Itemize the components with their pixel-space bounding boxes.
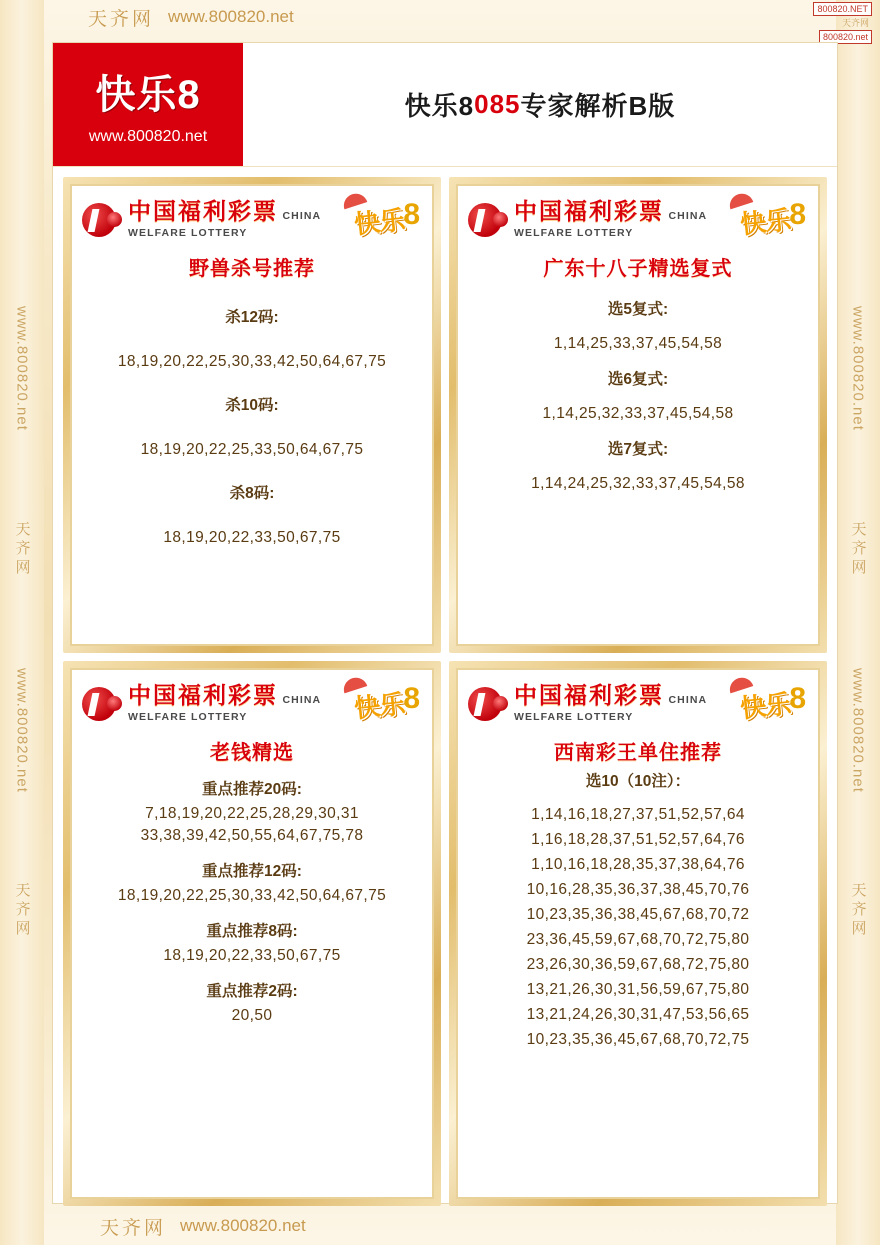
group-2-3 — [531, 437, 745, 493]
bet-row: 1,14,16,18,27,37,51,52,57,64 — [531, 806, 745, 823]
group-label: 选7复式: — [607, 441, 669, 458]
group-numbers: 1,14,25,33,37,45,54,58 — [553, 335, 723, 352]
brand-name-en: CHINA WELFARE LOTTERY — [514, 694, 707, 723]
top-site-name: 天齐网 — [88, 8, 155, 30]
group-label: 选5复式: — [607, 301, 669, 318]
badge-site-red: 800820.net — [819, 30, 872, 44]
brand-name-en: CHINA WELFARE LOTTERY — [514, 210, 707, 239]
group-numbers: 20,50 — [231, 1007, 273, 1024]
panel-4-rows — [527, 799, 750, 1056]
group-2-1 — [554, 297, 722, 353]
kuaile8-icon-number: 8 — [403, 682, 420, 715]
watermark-url-right-top: www.800820.net — [849, 305, 867, 431]
top-watermark-bar — [0, 0, 880, 42]
brand-row — [468, 678, 808, 730]
group-label: 重点推荐12码: — [202, 863, 302, 880]
brand-name-cn: 中国福利彩票 — [514, 682, 664, 709]
bottom-watermark-bar — [0, 1211, 880, 1241]
watermark-url-left-bottom: www.800820.net — [13, 667, 31, 793]
group-label: 杀12码: — [225, 309, 279, 326]
china-welfare-lottery-icon — [82, 200, 122, 240]
group-label: 杀8码: — [229, 485, 275, 502]
china-welfare-lottery-icon — [468, 200, 508, 240]
bet-row: 1,16,18,28,37,51,52,57,64,76 — [531, 831, 745, 848]
group-label: 重点推荐20码: — [202, 781, 302, 798]
panel-title-4: 西南彩王单住推荐 — [554, 742, 722, 764]
watermark-url-left-top: www.800820.net — [13, 305, 31, 431]
group-3-4 — [206, 969, 297, 1029]
group-numbers: 18,19,20,22,33,50,67,75 — [163, 529, 341, 546]
poster-sheet — [52, 42, 838, 1204]
brand-name-cn: 中国福利彩票 — [128, 682, 278, 709]
kl8-logo-box — [53, 43, 243, 166]
bet-row: 1,10,16,18,28,35,37,38,64,76 — [531, 856, 745, 873]
bet-row: 10,23,35,36,38,45,67,68,70,72 — [526, 906, 750, 923]
brand-row — [82, 194, 422, 246]
group-numbers: 18,19,20,22,33,50,67,75 — [163, 947, 341, 964]
kuaile8-icon-number: 8 — [403, 198, 420, 231]
panel-4-subtitle: 选10（10注）： — [585, 773, 691, 790]
kuaile8-icon-label: 快乐 — [738, 687, 792, 724]
watermark-cn-right-bottom: 天齐网 — [849, 882, 867, 940]
logo-title: 快乐8 — [95, 73, 201, 117]
panel-title-1: 野兽杀号推荐 — [189, 258, 315, 280]
china-welfare-lottery-icon — [468, 684, 508, 724]
page-title-issue: 085 — [474, 89, 521, 119]
kuaile8-icon — [336, 196, 422, 244]
logo-url: www.800820.net — [88, 128, 208, 145]
panel-laoqian-selection — [63, 661, 441, 1206]
watermark-cn-left-bottom: 天齐网 — [13, 882, 31, 940]
group-1-3 — [163, 481, 340, 547]
group-numbers: 18,19,20,22,25,30,33,42,50,64,67,75 — [117, 353, 387, 370]
panel-wild-beast-kill — [63, 177, 441, 653]
watermark-cn-right-mid: 天齐网 — [849, 520, 867, 578]
bet-row: 10,23,35,36,45,67,68,70,72,75 — [526, 1031, 750, 1048]
top-site-url: www.800820.net — [168, 7, 294, 26]
group-1-1 — [118, 305, 386, 371]
bet-row: 23,36,45,59,67,68,70,72,75,80 — [526, 931, 750, 948]
china-welfare-lottery-icon — [82, 684, 122, 724]
badge-site-boxed: 800820.NET — [813, 2, 872, 16]
brand-row — [82, 678, 422, 730]
panel-title-2: 广东十八子精选复式 — [543, 258, 733, 280]
group-numbers: 18,19,20,22,25,30,33,42,50,64,67,75 — [117, 887, 387, 904]
kuaile8-icon-number: 8 — [789, 682, 806, 715]
kuaile8-icon-label: 快乐 — [352, 687, 406, 724]
kuaile8-icon-number: 8 — [789, 198, 806, 231]
kuaile8-icon — [722, 680, 808, 728]
group-label: 杀10码: — [225, 397, 279, 414]
poster-header — [53, 43, 837, 167]
panel-guangdong-compound — [449, 177, 827, 653]
brand-name-cn: 中国福利彩票 — [128, 198, 278, 225]
brand-name-en: CHINA WELFARE LOTTERY — [128, 210, 321, 239]
group-1-2 — [141, 393, 364, 459]
brand-row — [468, 194, 808, 246]
kuaile8-icon — [336, 680, 422, 728]
group-label: 重点推荐8码: — [206, 923, 298, 940]
group-3-1 — [141, 767, 364, 849]
group-label: 选6复式: — [607, 371, 669, 388]
panel-grid — [53, 167, 837, 1216]
group-numbers: 18,19,20,22,25,33,50,64,67,75 — [140, 441, 364, 458]
left-watermark-strip — [0, 0, 44, 1245]
bet-row: 23,26,30,36,59,67,68,72,75,80 — [526, 956, 750, 973]
group-numbers: 7,18,19,20,22,25,28,29,30,31 — [145, 805, 359, 822]
watermark-url-right-bottom: www.800820.net — [849, 667, 867, 793]
brand-name-cn: 中国福利彩票 — [514, 198, 664, 225]
kuaile8-icon — [722, 196, 808, 244]
group-numbers: 1,14,25,32,33,37,45,54,58 — [542, 405, 734, 422]
kuaile8-icon-label: 快乐 — [738, 203, 792, 240]
top-right-badges — [813, 2, 872, 44]
page-title — [243, 43, 837, 166]
page-title-suffix: 专家解析B版 — [520, 91, 676, 121]
panel-title-3: 老钱精选 — [210, 742, 294, 764]
bet-row: 13,21,26,30,31,56,59,67,75,80 — [526, 981, 750, 998]
brand-name-en: CHINA WELFARE LOTTERY — [128, 694, 321, 723]
page-title-prefix: 快乐8 — [404, 91, 475, 121]
group-numbers: 33,38,39,42,50,55,64,67,75,78 — [140, 827, 364, 844]
group-label: 重点推荐2码: — [206, 983, 298, 1000]
kuaile8-icon-label: 快乐 — [352, 203, 406, 240]
group-2-2 — [543, 367, 734, 423]
panel-southwest-single — [449, 661, 827, 1206]
right-watermark-strip — [836, 0, 880, 1245]
badge-site-cn: 天齐网 — [841, 18, 869, 28]
watermark-cn-left-mid: 天齐网 — [13, 520, 31, 578]
bet-row: 13,21,24,26,30,31,47,53,56,65 — [526, 1006, 750, 1023]
group-3-2 — [118, 849, 386, 909]
bottom-site-url: www.800820.net — [180, 1216, 306, 1235]
bottom-site-name: 天齐网 — [100, 1217, 167, 1239]
group-numbers: 1,14,24,25,32,33,37,45,54,58 — [531, 475, 745, 492]
bet-row: 10,16,28,35,36,37,38,45,70,76 — [526, 881, 750, 898]
group-3-3 — [163, 909, 340, 969]
